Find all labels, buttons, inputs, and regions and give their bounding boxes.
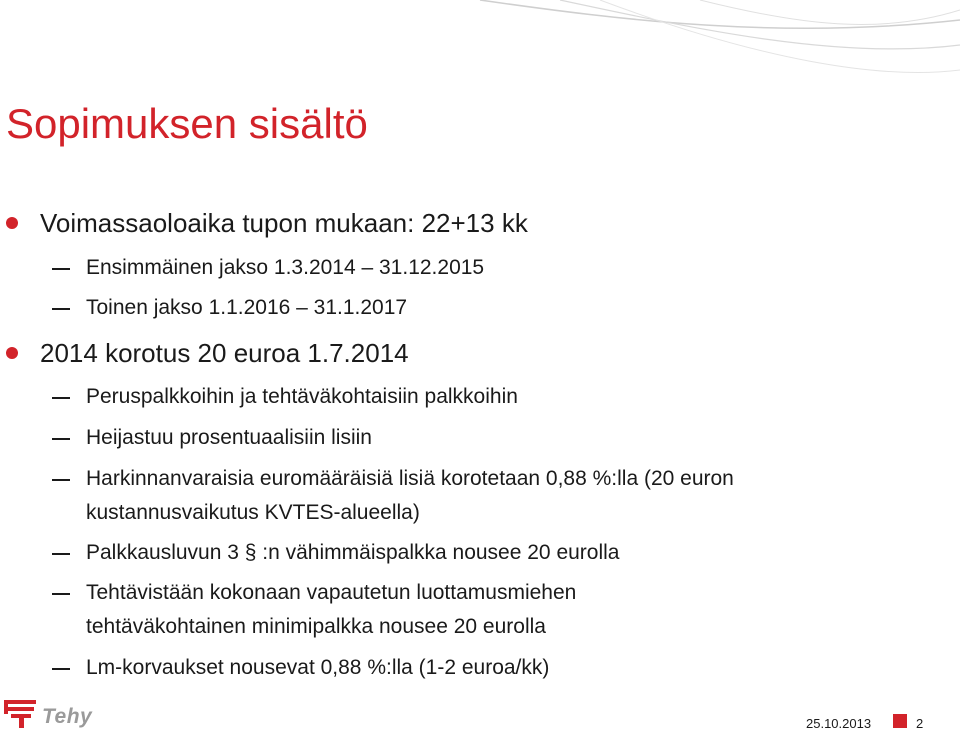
sub-bullet-text: Tehtävistään kokonaan vapautetun luottamusmiehen tehtäväkohtainen minimipalkka nousee 20 eurolla [86,581,577,638]
footer-date: 25.10.2013 [806,716,872,731]
sub-bullet-item [86,462,886,530]
slide-title: Sopimuksen sisältö [6,100,368,147]
sub-bullet-text: Ensimmäinen jakso 1.3.2014 – 31.12.2015 [86,256,485,279]
bullet-dot-icon [6,347,18,359]
sub-bullet-text: Palkkausluvun 3 § :n vähimmäispalkka nousee 20 eurolla [86,541,620,564]
bullet-dot-icon [6,217,18,229]
sub-bullet-item [86,291,407,325]
sub-bullet-item [86,651,549,685]
dash-icon [52,308,70,310]
dash-icon [52,668,70,670]
sub-bullet-item [86,421,372,455]
sub-bullet-text: Toinen jakso 1.1.2016 – 31.1.2017 [86,296,408,319]
page-number: 2 [916,716,924,731]
sub-bullet-item [86,251,484,285]
sub-bullet-item [86,576,726,644]
dash-icon [52,397,70,399]
dash-icon [52,268,70,270]
sub-bullet-item [86,380,518,414]
dash-icon [52,438,70,440]
sub-bullet-text: Heijastuu prosentuaalisiin lisiin [86,426,372,449]
sub-bullet-text: Lm-korvaukset nousevat 0,88 %:lla (1-2 euroa/kk) [86,656,550,679]
bullet-item [40,338,409,368]
dash-icon [52,553,70,555]
tehy-logo-icon [4,698,40,730]
bullet-text: 2014 korotus 20 euroa 1.7.2014 [40,338,409,368]
dash-icon [52,593,70,595]
logo-text: Tehy [42,705,93,728]
bullet-item [40,208,528,238]
sub-bullet-item [86,536,619,570]
sub-bullet-text: Harkinnanvaraisia euromääräisiä lisiä korotetaan 0,88 %:lla (20 euron kustannusvaikutus KVTES-alueella) [86,467,734,524]
accent-square-icon [893,714,907,728]
dash-icon [52,479,70,481]
sub-bullet-text: Peruspalkkoihin ja tehtäväkohtaisiin palkkoihin [86,385,518,408]
bullet-text: Voimassaoloaika tupon mukaan: 22+13 kk [40,208,528,238]
